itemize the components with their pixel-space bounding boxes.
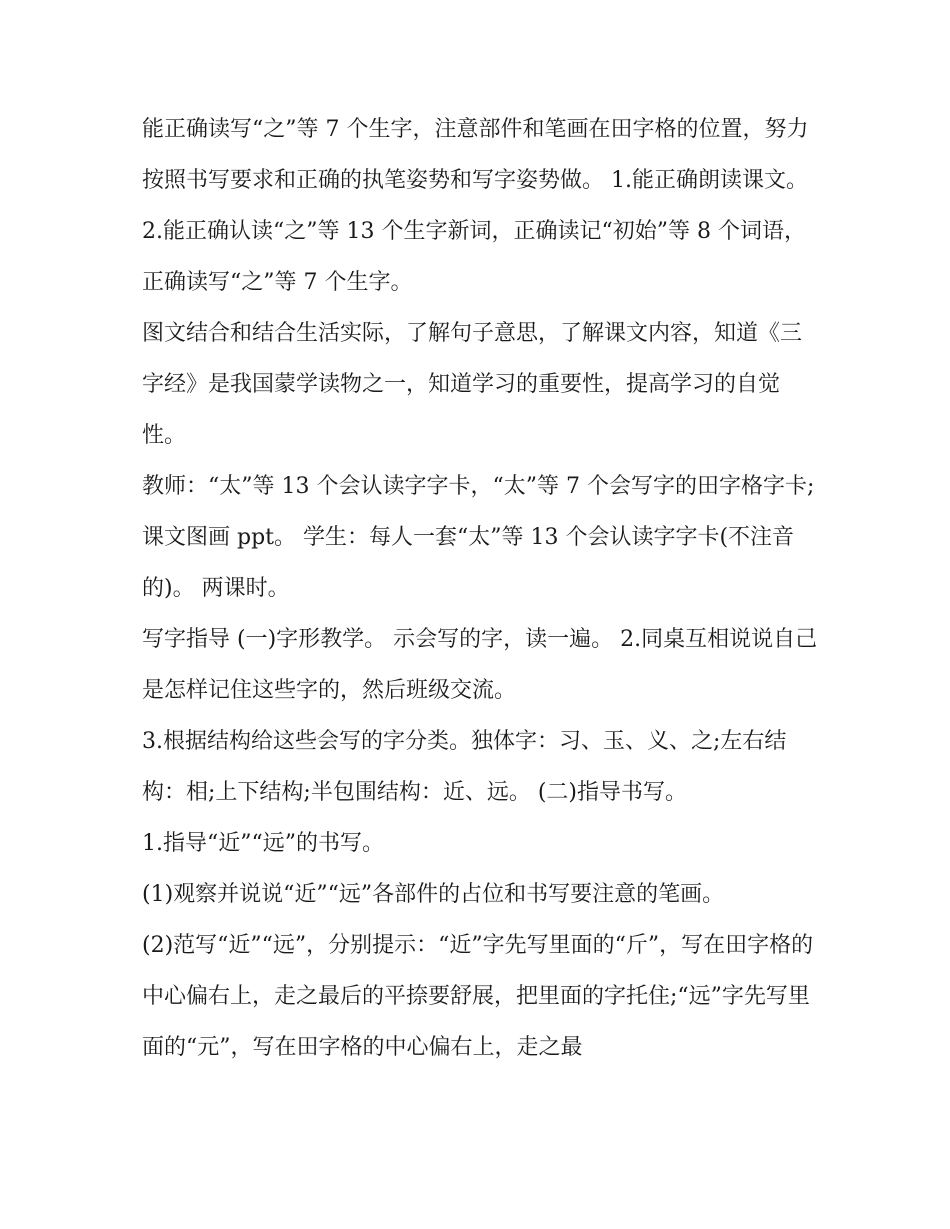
paragraph: 能正确读写“之”等 7 个生字，注意部件和笔画在田字格的位置，努力按照书写要求和正确的执笔姿势和写字姿势做。 1.能正确朗读课文。 (142, 117, 809, 193)
paragraph: 教师：“太”等 13 个会认读字字卡，“太”等 7 个会写字的田字格字卡;课文图画 ppt。 学生：每人一套“太”等 13 个会认读字字卡(不注音的)。 两课时。 (142, 474, 815, 601)
paragraph: 3.根据结构给这些会写的字分类。独体字：习、玉、义、之;左右结构：相;上下结构;半包围结构：近、远。 (二)指导书写。 (142, 729, 787, 805)
document-body (142, 104, 822, 1073)
paragraph: 2.能正确认读“之”等 13 个生字新词，正确读记“初始”等 8 个词语，正确读写“之”等 7 个生字。 (142, 219, 806, 295)
paragraph: 图文结合和结合生活实际，了解句子意思，了解课文内容，知道《三字经》是我国蒙学读物之一，知道学习的重要性，提高学习的自觉性。 (142, 321, 803, 448)
paragraph: 1.指导“近”“远”的书写。 (142, 831, 384, 856)
paragraph: (2)范写“近”“远”，分别提示：“近”字先写里面的“斤”，写在田字格的中心偏右上，走之最后的平捺要舒展，把里面的字托住;“远”字先写里面的“元”，写在田字格的中心偏右上，走之最 (142, 933, 814, 1060)
paragraph: (1)观察并说说“近”“远”各部件的占位和书写要注意的笔画。 (142, 882, 725, 907)
paragraph: 写字指导 (一)字形教学。 示会写的字，读一遍。 2.同桌互相说说自己是怎样记住这些字的，然后班级交流。 (142, 627, 818, 703)
